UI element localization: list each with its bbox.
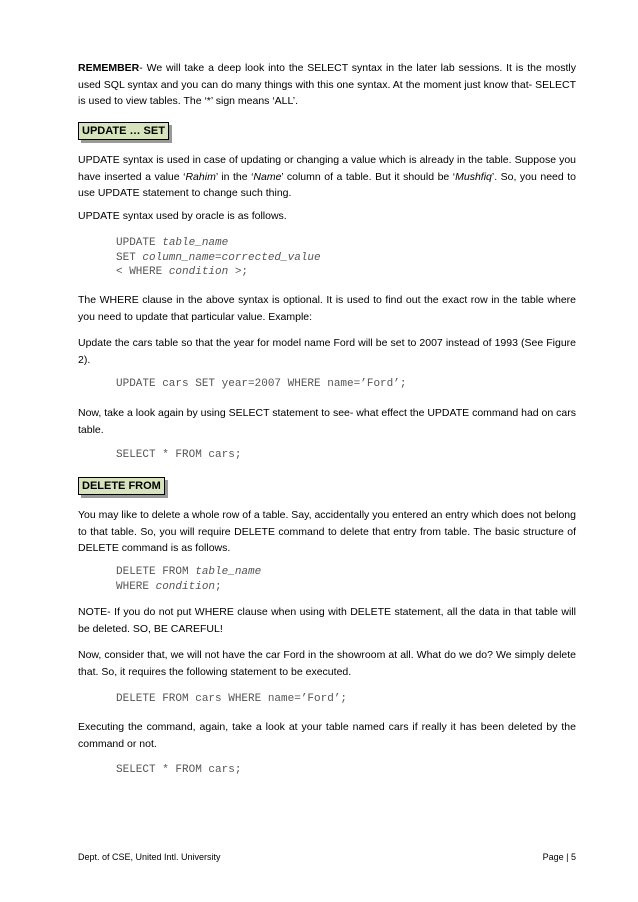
- footer-page-number: Page | 5: [542, 852, 576, 862]
- delete-consider: [78, 647, 576, 680]
- update-where-note: [78, 292, 576, 325]
- update-intro-rahim: Rahim: [185, 170, 216, 183]
- update-example-text: Update the cars table so that the year for model name Ford will be set to 2007 instead of 1993 (See Figure 2).: [78, 337, 576, 366]
- delete-select-code-line: SELECT * FROM cars;: [116, 764, 242, 776]
- delete-select-code: [78, 763, 576, 778]
- update-intro-name: Name: [253, 170, 282, 183]
- delete-syntax-block: [78, 565, 576, 594]
- update-oracle-note: [78, 208, 576, 225]
- delete-note-text: NOTE- If you do not put WHERE clause when using with DELETE statement, all the data in that table will be deleted. SO, BE CAREFUL!: [78, 606, 576, 635]
- delete-example-code: [78, 692, 576, 707]
- update-intro-text-d: ’. So, you need to use UPDATE statement to change such thing.: [78, 170, 576, 199]
- delete-intro: [78, 507, 576, 557]
- update-select-code: [78, 448, 576, 463]
- update-intro: [78, 152, 576, 202]
- delete-executing-text: Executing the command, again, take a look at your table named cars if really it has been deleted by the command or not.: [78, 721, 576, 750]
- update-example-code: [78, 377, 576, 392]
- delete-note: [78, 604, 576, 637]
- update-syntax-line3: < WHERE condition >;: [116, 266, 249, 278]
- update-intro-mushfiq: Mushfiq: [455, 170, 492, 183]
- delete-syntax-line1: DELETE FROM table_name: [116, 566, 262, 578]
- update-check-text: Now, take a look again by using SELECT statement to see- what effect the UPDATE command had on cars table.: [78, 407, 576, 436]
- update-example-note: [78, 335, 576, 368]
- update-oracle-text: UPDATE syntax used by oracle is as follows.: [78, 210, 287, 222]
- delete-intro-text: You may like to delete a whole row of a table. Say, accidentally you entered an entry which does not belong to that table. So, you will require DELETE command to delete that entry from table. The basic structure of DELETE command is as follows.: [78, 509, 576, 554]
- delete-section-heading: DELETE FROM: [78, 477, 165, 495]
- delete-heading-wrap: [78, 476, 576, 495]
- update-syntax-line2: SET column_name=corrected_value: [116, 251, 321, 264]
- update-check-note: [78, 405, 576, 438]
- delete-syntax-line2: WHERE condition;: [116, 580, 222, 593]
- update-intro-text-c: ’ column of a table. But it should be ‘: [281, 170, 456, 183]
- remember-text: - We will take a deep look into the SELECT syntax in the later lab sessions. It is the mostly used SQL syntax and you can do many things with this one syntax. At the moment just know that- SELECT is used to view tables. The ‘*’ sign means ‘ALL’.: [78, 62, 576, 107]
- update-intro-text-b: ’ in the ‘: [215, 170, 254, 183]
- footer-department: Dept. of CSE, United Intl. University: [78, 852, 221, 862]
- update-heading-wrap: [78, 121, 576, 140]
- update-select-code-line: SELECT * FROM cars;: [116, 449, 242, 461]
- update-syntax-block: [78, 236, 576, 280]
- delete-example-code-line: DELETE FROM cars WHERE name=’Ford’;: [116, 693, 348, 705]
- update-section-heading: UPDATE … SET: [78, 122, 169, 140]
- delete-executing: [78, 719, 576, 752]
- update-syntax-line1: UPDATE table_name: [116, 237, 229, 249]
- delete-consider-text: Now, consider that, we will not have the car Ford in the showroom at all. What do we do? We simply delete that. So, it requires the following statement to be executed.: [78, 649, 576, 678]
- remember-paragraph: [78, 60, 576, 110]
- update-where-text: The WHERE clause in the above syntax is optional. It is used to find out the exact row in the table where you need to update that particular value. Example:: [78, 294, 576, 323]
- update-intro-text-a: UPDATE syntax is used in case of updating or changing a value which is already in the table. Suppose you have inserted a value ‘: [78, 154, 576, 183]
- update-example-code-line: UPDATE cars SET year=2007 WHERE name=’Ford’;: [116, 378, 407, 390]
- remember-label: REMEMBER: [78, 62, 140, 74]
